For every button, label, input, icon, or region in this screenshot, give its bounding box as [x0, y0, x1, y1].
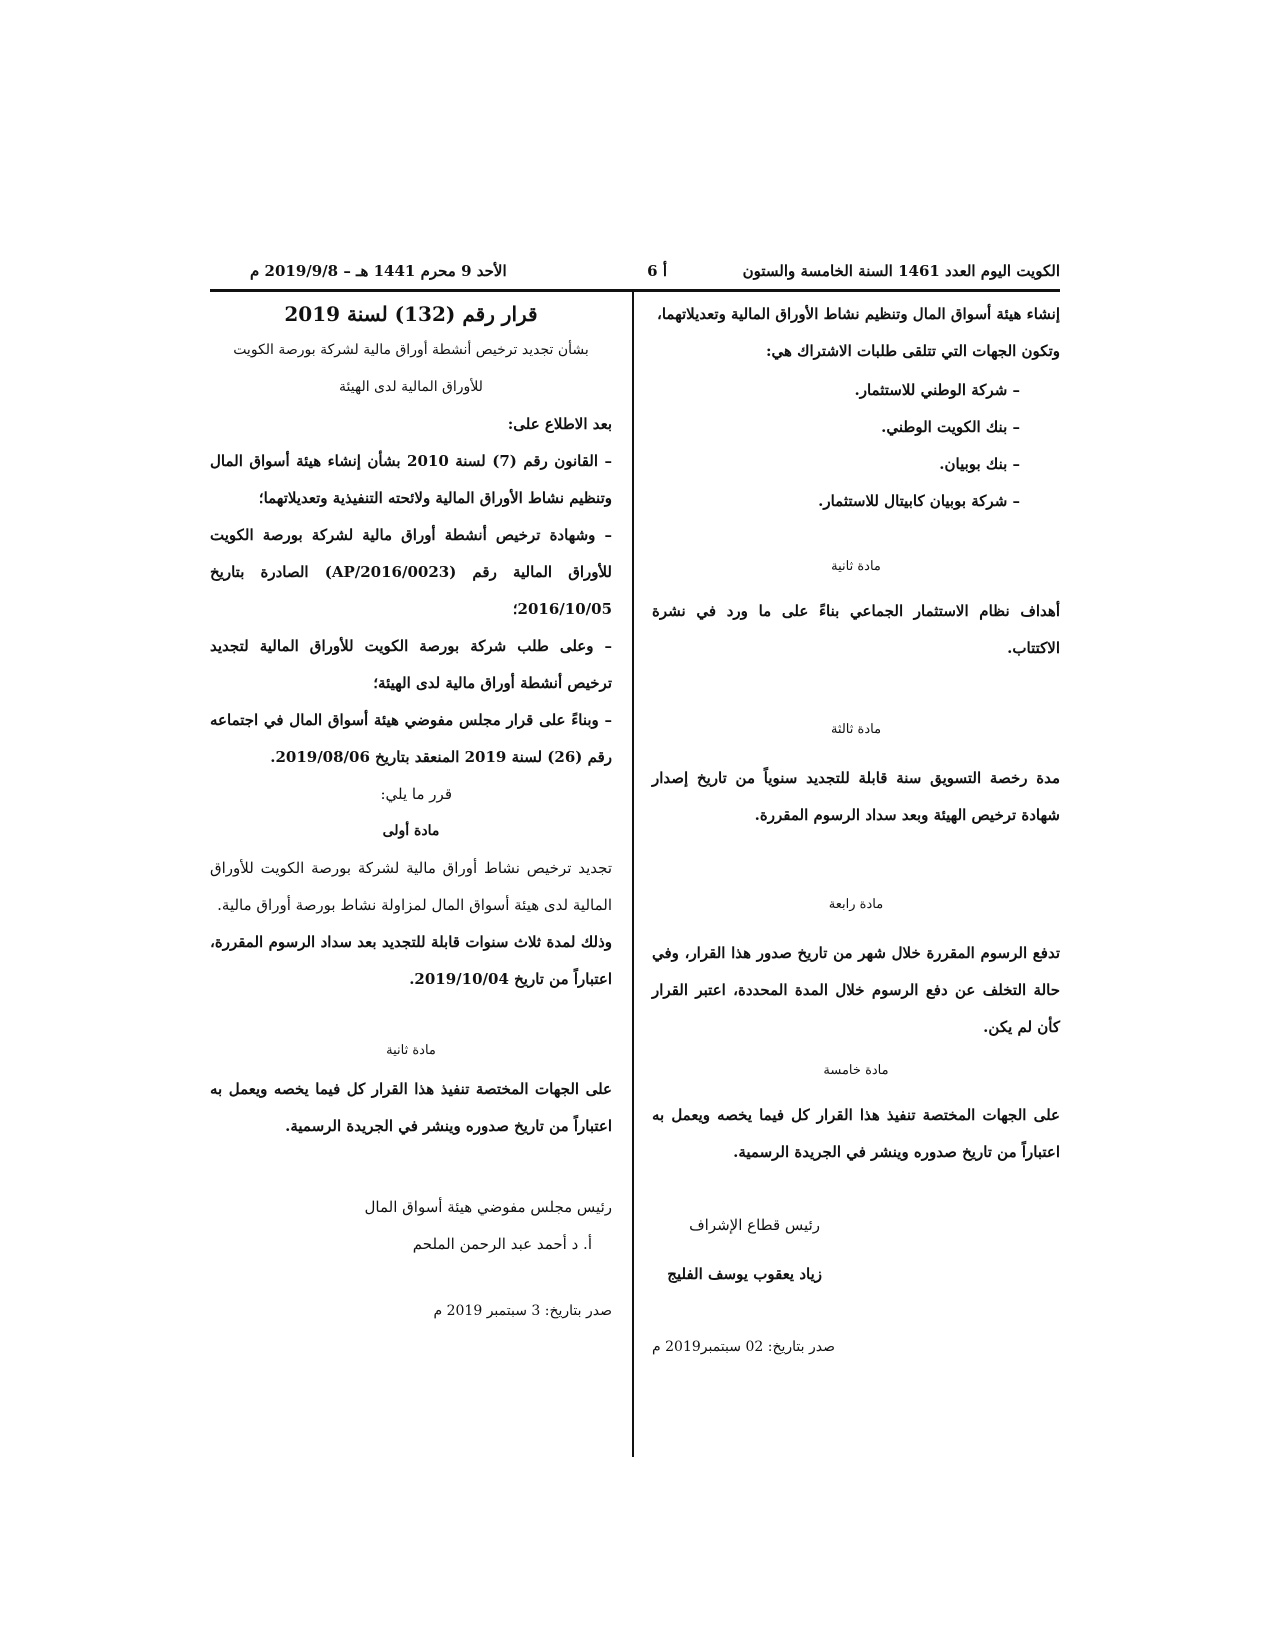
- decision-subject-2: للأوراق المالية لدى الهيئة: [339, 379, 483, 395]
- right-column: [652, 296, 1060, 1366]
- signatory-title: رئيس مجلس مفوضي هيئة أسواق المال: [364, 1198, 612, 1216]
- article-5-text: على الجهات المختصة تنفيذ هذا القرار كل فيما يخصه ويعمل به اعتباراً من تاريخ صدوره وينشر في الجريدة الرسمية.: [652, 1106, 1060, 1161]
- header-rule: [210, 289, 1060, 292]
- article-4-text: تدفع الرسوم المقررة خلال شهر من تاريخ صدور هذا القرار، وفي حالة التخلف عن دفع الرسوم خلال المدة المحددة، اعتبر القرار كأن لم يكن.: [652, 944, 1060, 1036]
- header-page-number: أ 6: [647, 262, 667, 280]
- decision-subject-1: بشأن تجديد ترخيص أنشطة أوراق مالية لشركة بورصة الكويت: [233, 342, 589, 358]
- intro-line-1: إنشاء هيئة أسواق المال وتنظيم نشاط الأوراق المالية وتعديلاتهما،: [656, 305, 1060, 323]
- signatory-name: زياد يعقوب يوسف الفليج: [667, 1265, 822, 1283]
- recital-2: – وشهادة ترخيص أنشطة أوراق مالية لشركة بورصة الكويت للأوراق المالية رقم (AP/2016/0023) الصادرة بتاريخ 2016/10/05؛: [210, 526, 613, 618]
- decided-line: قرر ما يلي:: [380, 785, 452, 803]
- intro-line-2: وتكون الجهات التي تتلقى طلبات الاشتراك هي:: [765, 342, 1060, 360]
- header-date: الأحد 9 محرم 1441 هـ – 2019/9/8 م: [250, 262, 507, 280]
- page-header: [210, 262, 1060, 288]
- article-4-title: مادة رابعة: [828, 897, 884, 912]
- recital-3: – وعلى طلب شركة بورصة الكويت للأوراق المالية لتجديد ترخيص أنشطة أوراق مالية لدى الهيئة؛: [210, 637, 612, 692]
- left-column: [210, 296, 612, 1330]
- recital-1: – القانون رقم (7) لسنة 2010 بشأن إنشاء هيئة أسواق المال وتنظيم نشاط الأوراق المالية ولائحته التنفيذية وتعديلاتهما؛: [210, 452, 613, 507]
- article-2-title: مادة ثانية: [831, 559, 881, 574]
- article-5-title: مادة خامسة: [823, 1063, 889, 1078]
- article-2-title: مادة ثانية: [386, 1043, 436, 1058]
- article-1-text-2: وذلك لمدة ثلاث سنوات قابلة للتجديد بعد سداد الرسوم المقررة، اعتباراً من تاريخ 2019/10/04.: [210, 933, 612, 988]
- preamble: بعد الاطلاع على:: [507, 415, 612, 433]
- entity-item: – شركة الوطني للاستثمار.: [854, 381, 1020, 399]
- article-2-text: أهداف نظام الاستثمار الجماعي بناءً على ما ورد في نشرة الاكتتاب.: [652, 602, 1060, 657]
- signatory-name: أ. د أحمد عبد الرحمن الملحم: [412, 1235, 592, 1253]
- entities-list: [652, 372, 1060, 520]
- decision-title: قرار رقم (132) لسنة 2019: [284, 302, 538, 326]
- column-divider: [632, 292, 634, 1457]
- entity-item: – شركة بوبيان كابيتال للاستثمار.: [818, 492, 1020, 510]
- article-1-title: مادة أولى: [382, 823, 440, 839]
- article-1-text: تجديد ترخيص نشاط أوراق مالية لشركة بورصة الكويت للأوراق المالية لدى هيئة أسواق المال لمزاولة نشاط بورصة أوراق مالية.: [210, 859, 612, 914]
- article-3-title: مادة ثالثة: [830, 722, 882, 737]
- signatory-title: رئيس قطاع الإشراف: [689, 1216, 820, 1234]
- issued-date: صدر بتاريخ: 02 سبتمبر2019 م: [652, 1339, 835, 1355]
- entity-item: – بنك بوبيان.: [939, 455, 1020, 473]
- article-3-text: مدة رخصة التسويق سنة قابلة للتجديد سنوياً من تاريخ إصدار شهادة ترخيص الهيئة وبعد سداد الرسوم المقررة.: [652, 769, 1060, 824]
- article-2-text: على الجهات المختصة تنفيذ هذا القرار كل فيما يخصه ويعمل به اعتباراً من تاريخ صدوره وينشر في الجريدة الرسمية.: [210, 1080, 612, 1135]
- header-issue: الكويت اليوم العدد 1461 السنة الخامسة والستون: [742, 262, 1060, 280]
- entity-item: – بنك الكويت الوطني.: [881, 418, 1020, 436]
- recital-4: – وبناءً على قرار مجلس مفوضي هيئة أسواق المال في اجتماعه رقم (26) لسنة 2019 المنعقد بتاريخ 2019/08/06.: [210, 711, 612, 766]
- issued-date: صدر بتاريخ: 3 سبتمبر 2019 م: [433, 1303, 612, 1319]
